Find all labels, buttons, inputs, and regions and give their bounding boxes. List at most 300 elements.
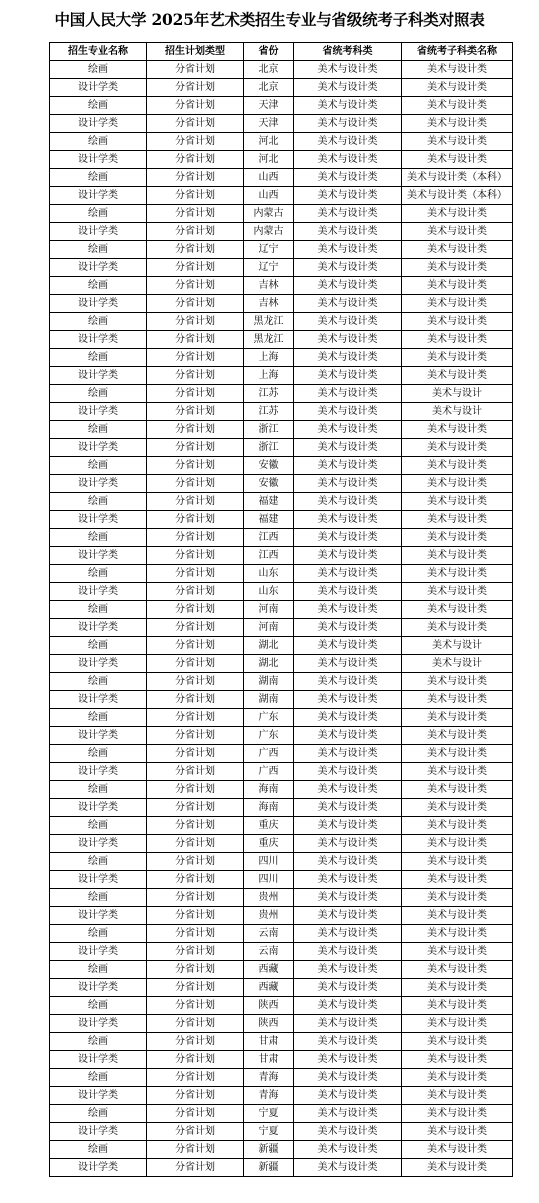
cell-major: 绘画 [50,601,147,619]
cell-exam-category: 美术与设计类 [294,799,402,817]
cell-major: 绘画 [50,169,147,187]
cell-plan-type: 分省计划 [147,277,244,295]
cell-exam-subcategory: 美术与设计 [402,403,513,421]
table-row [50,367,513,385]
cell-exam-subcategory: 美术与设计类 [402,529,513,547]
cell-exam-category: 美术与设计类 [294,313,402,331]
table-row [50,1141,513,1159]
cell-plan-type: 分省计划 [147,1015,244,1033]
cell-major: 设计学类 [50,691,147,709]
cell-plan-type: 分省计划 [147,295,244,313]
cell-exam-subcategory: 美术与设计类 [402,943,513,961]
cell-major: 设计学类 [50,763,147,781]
cell-plan-type: 分省计划 [147,349,244,367]
table-row [50,133,513,151]
cell-province: 内蒙古 [244,223,294,241]
cell-plan-type: 分省计划 [147,457,244,475]
table-row [50,331,513,349]
cell-province: 吉林 [244,277,294,295]
cell-major: 绘画 [50,925,147,943]
cell-province: 广西 [244,745,294,763]
cell-exam-subcategory: 美术与设计类 [402,547,513,565]
cell-major: 绘画 [50,1141,147,1159]
cell-major: 设计学类 [50,259,147,277]
cell-plan-type: 分省计划 [147,97,244,115]
cell-major: 设计学类 [50,295,147,313]
cell-major: 绘画 [50,241,147,259]
cell-province: 海南 [244,781,294,799]
cell-plan-type: 分省计划 [147,475,244,493]
cell-plan-type: 分省计划 [147,943,244,961]
cell-province: 河南 [244,619,294,637]
table-row [50,583,513,601]
cell-exam-category: 美术与设计类 [294,655,402,673]
cell-exam-subcategory: 美术与设计类 [402,673,513,691]
cell-plan-type: 分省计划 [147,259,244,277]
cell-plan-type: 分省计划 [147,169,244,187]
table-row [50,349,513,367]
cell-major: 绘画 [50,205,147,223]
cell-plan-type: 分省计划 [147,1033,244,1051]
cell-major: 绘画 [50,565,147,583]
cell-exam-category: 美术与设计类 [294,727,402,745]
table-row [50,205,513,223]
table-row [50,853,513,871]
table-row [50,115,513,133]
cell-exam-subcategory: 美术与设计类 [402,1123,513,1141]
cell-major: 设计学类 [50,655,147,673]
cell-plan-type: 分省计划 [147,1087,244,1105]
cell-plan-type: 分省计划 [147,619,244,637]
cell-province: 新疆 [244,1141,294,1159]
cell-exam-category: 美术与设计类 [294,619,402,637]
cell-province: 贵州 [244,907,294,925]
cell-major: 设计学类 [50,1159,147,1177]
cell-exam-category: 美术与设计类 [294,511,402,529]
cell-exam-subcategory: 美术与设计类 [402,97,513,115]
cell-exam-category: 美术与设计类 [294,1069,402,1087]
table-row [50,763,513,781]
cell-province: 河南 [244,601,294,619]
cell-exam-category: 美术与设计类 [294,331,402,349]
cell-exam-category: 美术与设计类 [294,1123,402,1141]
cell-plan-type: 分省计划 [147,421,244,439]
cell-exam-category: 美术与设计类 [294,817,402,835]
cell-exam-subcategory: 美术与设计类 [402,1051,513,1069]
cell-province: 广东 [244,727,294,745]
table-row [50,997,513,1015]
cell-exam-category: 美术与设计类 [294,277,402,295]
cell-plan-type: 分省计划 [147,673,244,691]
cell-exam-subcategory: 美术与设计类 [402,1159,513,1177]
cell-province: 北京 [244,61,294,79]
cell-province: 天津 [244,97,294,115]
cell-exam-category: 美术与设计类 [294,187,402,205]
cell-exam-category: 美术与设计类 [294,367,402,385]
cell-major: 绘画 [50,853,147,871]
cell-exam-category: 美术与设计类 [294,295,402,313]
table-row [50,637,513,655]
cell-province: 湖北 [244,655,294,673]
cell-province: 重庆 [244,817,294,835]
cell-exam-category: 美术与设计类 [294,907,402,925]
cell-plan-type: 分省计划 [147,907,244,925]
cell-exam-subcategory: 美术与设计类 [402,1015,513,1033]
cell-exam-subcategory: 美术与设计类 [402,205,513,223]
table-row [50,619,513,637]
cell-plan-type: 分省计划 [147,403,244,421]
table-row [50,655,513,673]
table-row [50,1123,513,1141]
cell-exam-category: 美术与设计类 [294,889,402,907]
cell-province: 江西 [244,547,294,565]
cell-province: 江苏 [244,403,294,421]
cell-exam-category: 美术与设计类 [294,1051,402,1069]
cell-exam-subcategory: 美术与设计类 [402,475,513,493]
cell-province: 广东 [244,709,294,727]
table-row [50,745,513,763]
cell-exam-subcategory: 美术与设计类 [402,115,513,133]
cell-exam-category: 美术与设计类 [294,1105,402,1123]
table-row [50,457,513,475]
cell-province: 河北 [244,133,294,151]
cell-exam-subcategory: 美术与设计类 [402,1141,513,1159]
cell-major: 设计学类 [50,799,147,817]
cell-major: 绘画 [50,961,147,979]
cell-plan-type: 分省计划 [147,889,244,907]
table-row [50,259,513,277]
cell-province: 贵州 [244,889,294,907]
cell-major: 绘画 [50,349,147,367]
table-row [50,295,513,313]
cell-plan-type: 分省计划 [147,601,244,619]
table-row [50,1069,513,1087]
cell-exam-category: 美术与设计类 [294,745,402,763]
cell-plan-type: 分省计划 [147,331,244,349]
cell-plan-type: 分省计划 [147,241,244,259]
table-row [50,691,513,709]
cell-major: 设计学类 [50,151,147,169]
cell-exam-category: 美术与设计类 [294,979,402,997]
cell-exam-subcategory: 美术与设计类 [402,331,513,349]
cell-plan-type: 分省计划 [147,313,244,331]
header-province: 省份 [244,43,294,61]
cell-plan-type: 分省计划 [147,493,244,511]
cell-exam-category: 美术与设计类 [294,241,402,259]
cell-major: 设计学类 [50,367,147,385]
cell-province: 云南 [244,925,294,943]
cell-plan-type: 分省计划 [147,1159,244,1177]
cell-major: 绘画 [50,385,147,403]
cell-plan-type: 分省计划 [147,835,244,853]
cell-exam-category: 美术与设计类 [294,637,402,655]
cell-exam-category: 美术与设计类 [294,205,402,223]
cell-plan-type: 分省计划 [147,853,244,871]
cell-province: 吉林 [244,295,294,313]
cell-plan-type: 分省计划 [147,115,244,133]
cell-plan-type: 分省计划 [147,763,244,781]
cell-exam-category: 美术与设计类 [294,997,402,1015]
cell-province: 天津 [244,115,294,133]
cell-exam-subcategory: 美术与设计类 [402,709,513,727]
header-plan-type: 招生计划类型 [147,43,244,61]
cell-plan-type: 分省计划 [147,637,244,655]
cell-major: 绘画 [50,1033,147,1051]
cell-province: 山东 [244,583,294,601]
cell-province: 安徽 [244,457,294,475]
cell-major: 设计学类 [50,1087,147,1105]
cell-province: 云南 [244,943,294,961]
cell-province: 四川 [244,871,294,889]
cell-province: 黑龙江 [244,313,294,331]
cell-major: 设计学类 [50,1123,147,1141]
cell-exam-subcategory: 美术与设计类（本科） [402,187,513,205]
cell-major: 绘画 [50,709,147,727]
cell-major: 绘画 [50,61,147,79]
cell-province: 山东 [244,565,294,583]
cell-exam-category: 美术与设计类 [294,709,402,727]
cell-major: 设计学类 [50,187,147,205]
cell-exam-category: 美术与设计类 [294,565,402,583]
cell-province: 辽宁 [244,241,294,259]
cell-plan-type: 分省计划 [147,547,244,565]
cell-province: 陕西 [244,1015,294,1033]
table-row [50,223,513,241]
table-row [50,403,513,421]
cell-plan-type: 分省计划 [147,1051,244,1069]
cell-major: 设计学类 [50,439,147,457]
cell-exam-category: 美术与设计类 [294,115,402,133]
cell-major: 设计学类 [50,115,147,133]
cell-plan-type: 分省计划 [147,817,244,835]
cell-province: 西藏 [244,961,294,979]
cell-plan-type: 分省计划 [147,439,244,457]
cell-exam-subcategory: 美术与设计类 [402,1033,513,1051]
cell-plan-type: 分省计划 [147,925,244,943]
cell-plan-type: 分省计划 [147,961,244,979]
cell-major: 设计学类 [50,619,147,637]
cell-plan-type: 分省计划 [147,709,244,727]
cell-province: 浙江 [244,439,294,457]
cell-plan-type: 分省计划 [147,385,244,403]
table-row [50,421,513,439]
cell-exam-subcategory: 美术与设计类 [402,1105,513,1123]
cell-plan-type: 分省计划 [147,1123,244,1141]
cell-plan-type: 分省计划 [147,565,244,583]
cell-exam-category: 美术与设计类 [294,1159,402,1177]
table-header-row [50,43,513,61]
cell-province: 陕西 [244,997,294,1015]
cell-major: 设计学类 [50,79,147,97]
table-row [50,313,513,331]
cell-exam-category: 美术与设计类 [294,79,402,97]
table-row [50,781,513,799]
table-row [50,439,513,457]
table-row [50,727,513,745]
cell-exam-subcategory: 美术与设计类 [402,601,513,619]
table-row [50,187,513,205]
table-row [50,1105,513,1123]
cell-plan-type: 分省计划 [147,223,244,241]
cell-exam-subcategory: 美术与设计类 [402,565,513,583]
cell-exam-category: 美术与设计类 [294,223,402,241]
cell-plan-type: 分省计划 [147,61,244,79]
cell-major: 绘画 [50,97,147,115]
cell-major: 绘画 [50,133,147,151]
cell-exam-subcategory: 美术与设计类 [402,925,513,943]
table-row [50,979,513,997]
table-row [50,529,513,547]
table-row [50,817,513,835]
table-row [50,547,513,565]
cell-exam-subcategory: 美术与设计类 [402,133,513,151]
cell-province: 湖南 [244,673,294,691]
cell-plan-type: 分省计划 [147,979,244,997]
cell-exam-subcategory: 美术与设计类 [402,1069,513,1087]
cell-exam-category: 美术与设计类 [294,1015,402,1033]
cell-exam-category: 美术与设计类 [294,853,402,871]
cell-plan-type: 分省计划 [147,655,244,673]
cell-exam-subcategory: 美术与设计类 [402,223,513,241]
cell-exam-category: 美术与设计类 [294,529,402,547]
cell-exam-category: 美术与设计类 [294,925,402,943]
table-row [50,79,513,97]
cell-major: 设计学类 [50,583,147,601]
cell-major: 绘画 [50,421,147,439]
cell-exam-subcategory: 美术与设计 [402,385,513,403]
cell-major: 设计学类 [50,871,147,889]
table-row [50,799,513,817]
cell-exam-subcategory: 美术与设计类 [402,457,513,475]
cell-exam-category: 美术与设计类 [294,349,402,367]
cell-exam-category: 美术与设计类 [294,547,402,565]
cell-major: 设计学类 [50,835,147,853]
cell-exam-subcategory: 美术与设计类 [402,745,513,763]
cell-plan-type: 分省计划 [147,529,244,547]
table-row [50,1051,513,1069]
cell-major: 绘画 [50,745,147,763]
cell-province: 福建 [244,511,294,529]
cell-exam-subcategory: 美术与设计类 [402,583,513,601]
cell-exam-subcategory: 美术与设计类 [402,889,513,907]
cell-plan-type: 分省计划 [147,133,244,151]
table-row [50,871,513,889]
cell-exam-subcategory: 美术与设计类 [402,295,513,313]
cell-exam-subcategory: 美术与设计 [402,655,513,673]
table-row [50,61,513,79]
table-row [50,97,513,115]
cell-province: 江苏 [244,385,294,403]
cell-exam-subcategory: 美术与设计类 [402,997,513,1015]
cell-exam-subcategory: 美术与设计类 [402,961,513,979]
cell-province: 上海 [244,367,294,385]
cell-exam-subcategory: 美术与设计类 [402,259,513,277]
cell-plan-type: 分省计划 [147,79,244,97]
cell-plan-type: 分省计划 [147,1141,244,1159]
table-row [50,907,513,925]
cell-exam-category: 美术与设计类 [294,457,402,475]
table-row [50,943,513,961]
cell-major: 绘画 [50,1069,147,1087]
cell-exam-subcategory: 美术与设计类 [402,763,513,781]
cell-exam-subcategory: 美术与设计类 [402,493,513,511]
cell-plan-type: 分省计划 [147,727,244,745]
cell-exam-category: 美术与设计类 [294,943,402,961]
cell-plan-type: 分省计划 [147,871,244,889]
cell-exam-subcategory: 美术与设计类 [402,853,513,871]
table-row [50,673,513,691]
cell-province: 新疆 [244,1159,294,1177]
cell-exam-category: 美术与设计类 [294,169,402,187]
cell-plan-type: 分省计划 [147,781,244,799]
cell-province: 山西 [244,187,294,205]
cell-exam-subcategory: 美术与设计类 [402,151,513,169]
cell-exam-subcategory: 美术与设计类 [402,313,513,331]
cell-exam-category: 美术与设计类 [294,835,402,853]
cell-exam-subcategory: 美术与设计类 [402,835,513,853]
cell-exam-subcategory: 美术与设计类 [402,727,513,745]
cell-major: 绘画 [50,637,147,655]
cell-plan-type: 分省计划 [147,799,244,817]
cell-exam-subcategory: 美术与设计类 [402,871,513,889]
cell-plan-type: 分省计划 [147,205,244,223]
cell-exam-category: 美术与设计类 [294,259,402,277]
cell-province: 福建 [244,493,294,511]
cell-exam-subcategory: 美术与设计类 [402,277,513,295]
cell-exam-subcategory: 美术与设计类 [402,61,513,79]
cell-province: 海南 [244,799,294,817]
header-exam-subcategory: 省统考子科类名称 [402,43,513,61]
table-row [50,511,513,529]
table-row [50,1087,513,1105]
cell-plan-type: 分省计划 [147,745,244,763]
cell-major: 设计学类 [50,547,147,565]
cell-exam-subcategory: 美术与设计类 [402,799,513,817]
cell-major: 绘画 [50,1105,147,1123]
cell-exam-category: 美术与设计类 [294,583,402,601]
cell-major: 绘画 [50,493,147,511]
cell-exam-subcategory: 美术与设计类 [402,691,513,709]
cell-exam-subcategory: 美术与设计类 [402,511,513,529]
cell-major: 绘画 [50,277,147,295]
cell-major: 绘画 [50,889,147,907]
table-body [50,61,513,1177]
cell-major: 绘画 [50,529,147,547]
cell-exam-category: 美术与设计类 [294,151,402,169]
cell-exam-category: 美术与设计类 [294,673,402,691]
cell-province: 宁夏 [244,1105,294,1123]
table-row [50,709,513,727]
table-row [50,889,513,907]
cell-province: 甘肃 [244,1051,294,1069]
cell-plan-type: 分省计划 [147,1105,244,1123]
cell-province: 湖南 [244,691,294,709]
cell-major: 绘画 [50,781,147,799]
cell-province: 西藏 [244,979,294,997]
cell-major: 设计学类 [50,727,147,745]
cell-exam-category: 美术与设计类 [294,385,402,403]
cell-plan-type: 分省计划 [147,187,244,205]
cell-exam-category: 美术与设计类 [294,763,402,781]
cell-exam-category: 美术与设计类 [294,1087,402,1105]
cell-exam-category: 美术与设计类 [294,133,402,151]
cell-major: 设计学类 [50,403,147,421]
cell-province: 广西 [244,763,294,781]
cell-exam-category: 美术与设计类 [294,871,402,889]
cell-plan-type: 分省计划 [147,511,244,529]
table-row [50,277,513,295]
cell-exam-subcategory: 美术与设计类 [402,349,513,367]
